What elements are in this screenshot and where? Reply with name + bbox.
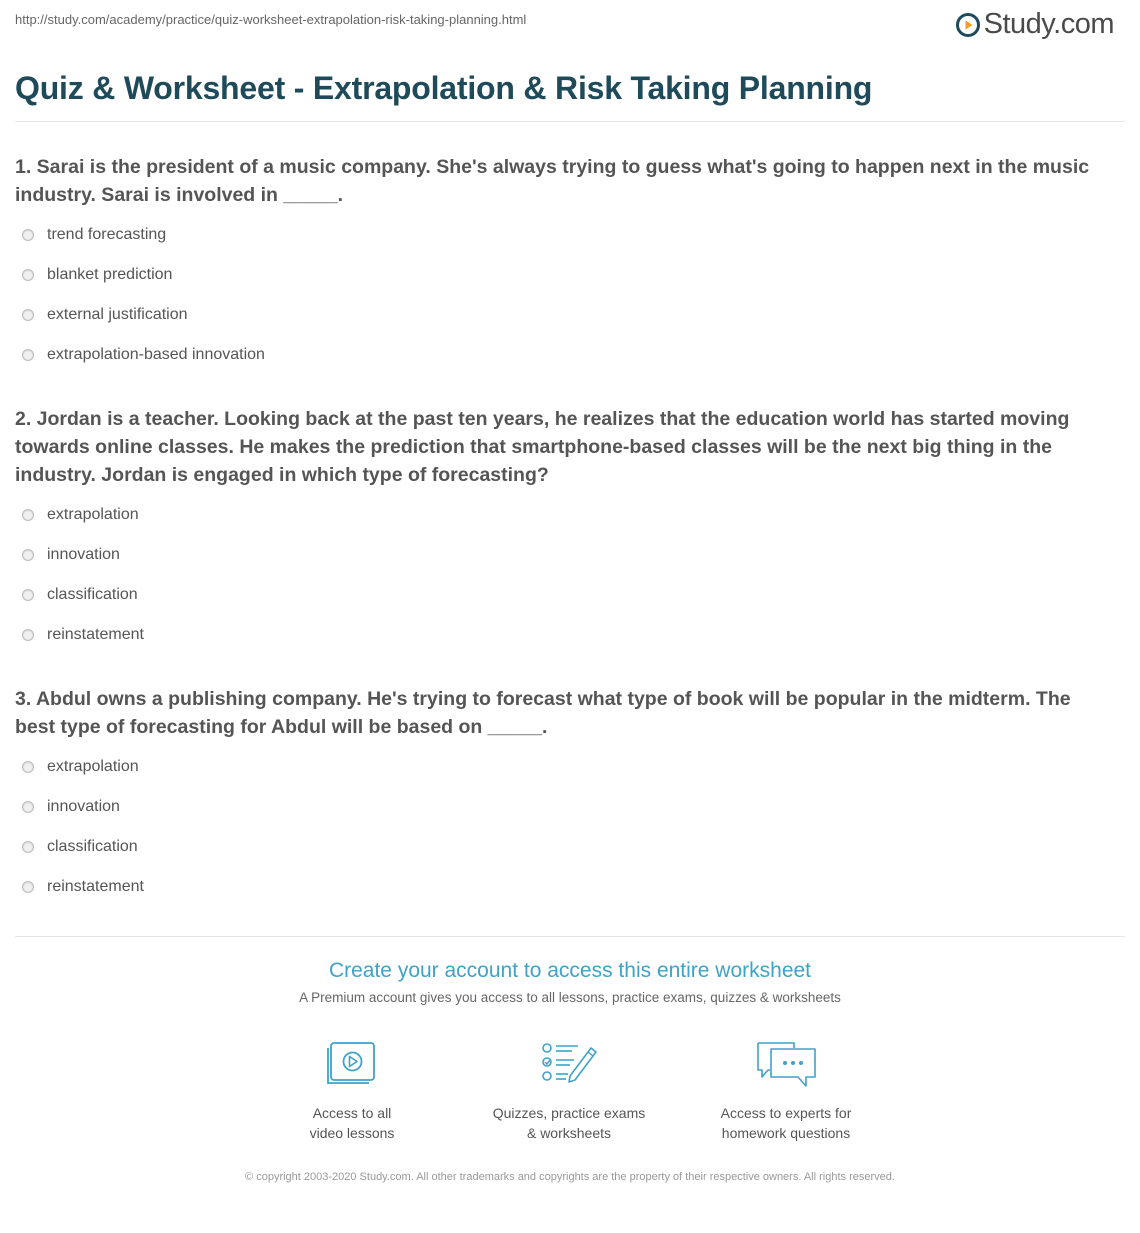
- answer-label: reinstatement: [47, 878, 144, 895]
- radio-button[interactable]: [22, 549, 34, 561]
- feature-line: Access to experts for: [720, 1105, 852, 1121]
- radio-button[interactable]: [22, 309, 34, 321]
- create-account-link[interactable]: Create your account to access this entire worksheet: [328, 959, 812, 982]
- study-logo[interactable]: [956, 8, 1114, 41]
- answer-option[interactable]: [22, 586, 138, 604]
- feature-line: Access to all: [312, 1105, 392, 1121]
- quiz-checklist-icon: [540, 1040, 598, 1088]
- answer-label: extrapolation-based innovation: [47, 346, 265, 363]
- answer-label: classification: [47, 586, 138, 603]
- feature-line: & worksheets: [526, 1125, 612, 1141]
- answer-option[interactable]: [22, 798, 120, 816]
- answer-option[interactable]: [22, 838, 138, 856]
- answer-label: trend forecasting: [47, 226, 167, 243]
- radio-button[interactable]: [22, 761, 34, 773]
- answer-option[interactable]: [22, 226, 166, 244]
- answer-option[interactable]: [22, 626, 144, 644]
- copyright-notice: © copyright 2003-2020 Study.com. All other trademarks and copyrights are the property of their respective owners. All rights reserved.: [245, 1171, 895, 1183]
- radio-button[interactable]: [22, 881, 34, 893]
- divider-top: [15, 121, 1125, 122]
- answer-option[interactable]: [22, 346, 265, 364]
- radio-button[interactable]: [22, 349, 34, 361]
- answer-label: extrapolation: [47, 758, 139, 775]
- chat-bubbles-icon: [754, 1040, 818, 1088]
- answer-label: reinstatement: [47, 626, 144, 643]
- answer-label: classification: [47, 838, 138, 855]
- page-title: Quiz & Worksheet - Extrapolation & Risk Taking Planning: [15, 70, 873, 106]
- answer-label: external justification: [47, 306, 188, 323]
- answer-label: innovation: [47, 546, 120, 563]
- answer-label: extrapolation: [47, 506, 139, 523]
- answer-option[interactable]: [22, 506, 139, 524]
- answer-option[interactable]: [22, 878, 144, 896]
- page-url: http://study.com/academy/practice/quiz-worksheet-extrapolation-risk-taking-planning.html: [15, 12, 527, 27]
- answer-label: innovation: [47, 798, 120, 815]
- feature-line: homework questions: [721, 1125, 851, 1141]
- radio-button[interactable]: [22, 841, 34, 853]
- feature-line: video lessons: [309, 1125, 395, 1141]
- answer-option[interactable]: [22, 266, 172, 284]
- radio-button[interactable]: [22, 509, 34, 521]
- radio-button[interactable]: [22, 629, 34, 641]
- radio-button[interactable]: [22, 269, 34, 281]
- answer-option[interactable]: [22, 758, 139, 776]
- premium-description: A Premium account gives you access to all lessons, practice exams, quizzes & worksheets: [299, 990, 841, 1005]
- question-3-text: 3. Abdul owns a publishing company. He's trying to forecast what type of book will be popular in the midterm. The best type of forecasting for Abdul will be based on _____.: [15, 688, 1071, 738]
- answer-label: blanket prediction: [47, 266, 173, 283]
- radio-button[interactable]: [22, 229, 34, 241]
- play-circle-icon: [956, 13, 980, 37]
- feature-quizzes: [469, 1040, 669, 1143]
- answer-option[interactable]: [22, 306, 188, 324]
- question-2-text: 2. Jordan is a teacher. Looking back at the past ten years, he realizes that the education world has started moving towards online classes. He makes the prediction that smartphone-based classes will be the next big thing in the industry. Jordan is engaged in which type of forecasting?: [15, 408, 1070, 486]
- feature-line: Quizzes, practice exams: [492, 1105, 646, 1121]
- divider-bottom: [15, 936, 1125, 937]
- radio-button[interactable]: [22, 801, 34, 813]
- radio-button[interactable]: [22, 589, 34, 601]
- video-lesson-icon: [326, 1040, 378, 1088]
- answer-option[interactable]: [22, 546, 120, 564]
- logo-text: Study.com: [983, 8, 1114, 40]
- question-1-text: 1. Sarai is the president of a music company. She's always trying to guess what's going to happen next in the music industry. Sarai is involved in _____.: [15, 156, 1090, 206]
- feature-experts: [686, 1040, 886, 1143]
- feature-video-lessons: [252, 1040, 452, 1143]
